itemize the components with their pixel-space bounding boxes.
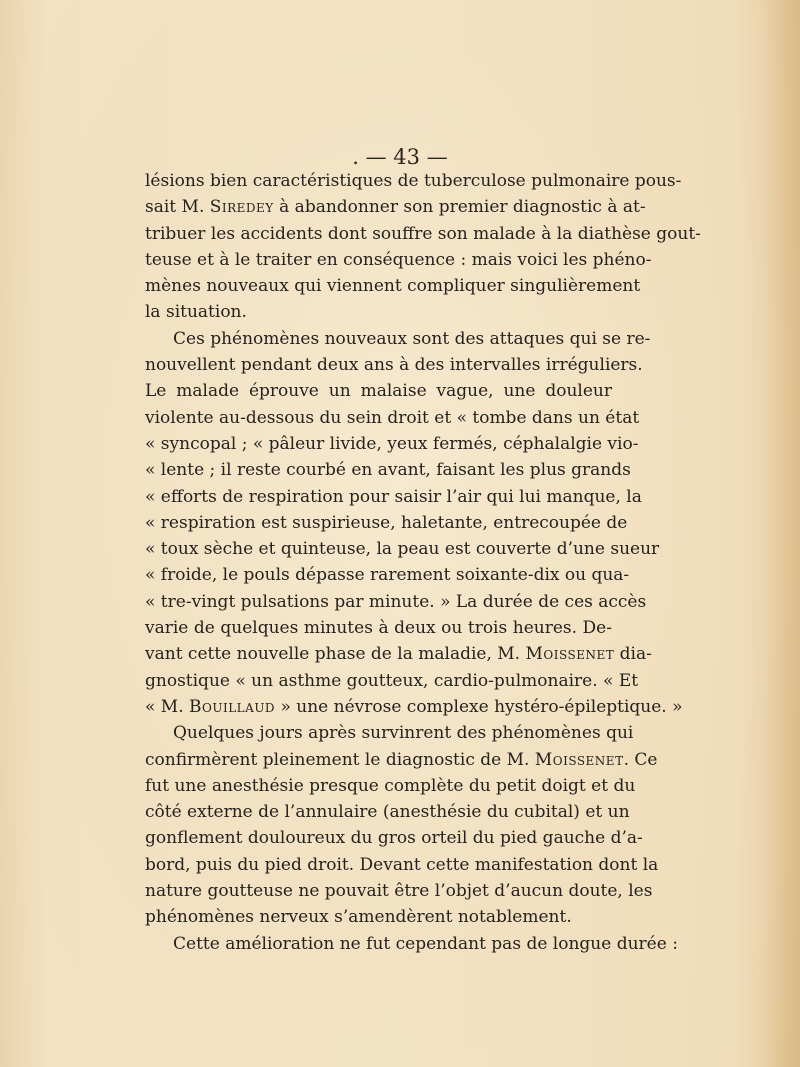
text-line: « froide, le pouls dépasse rarement soixante-dix ou qua- (145, 565, 630, 586)
text-line: Cette amélioration ne fut cependant pas de longue durée : (173, 933, 678, 954)
text-line: lésions bien caractéristiques de tuberculose pulmonaire pous- (145, 171, 682, 191)
person-name: Bouillaud (189, 696, 276, 717)
person-name: Moissenet (525, 644, 615, 665)
text-line: « toux sèche et quinteuse, la peau est couverte d’une sueur (145, 539, 660, 560)
person-name: Moissenet (534, 749, 624, 770)
text-line (145, 194, 646, 220)
text-line: phénomènes nerveux s’amendèrent notablement. (145, 907, 572, 928)
text-segment: dia- (614, 644, 652, 665)
text-line: « respiration est suspirieuse, haletante, entrecoupée de (145, 512, 628, 533)
text-segment: confirmèrent pleinement le diagnostic de M. (145, 749, 535, 770)
text-segment: . Ce (623, 749, 658, 770)
text-line: gonflement douloureux du gros orteil du pied gauche d’a- (145, 828, 643, 849)
text-line (145, 641, 652, 667)
text-segment: « M. (145, 696, 190, 717)
text-line: « lente ; il reste courbé en avant, faisant les plus grands (145, 460, 631, 481)
text-line: la situation. (145, 302, 247, 323)
text-line: Quelques jours après survinrent des phénomènes qui (173, 723, 634, 744)
text-segment: à abandonner son premier diagnostic à at- (273, 197, 646, 218)
body-text (145, 168, 701, 957)
text-line: « syncopal ; « pâleur livide, yeux fermés, céphalalgie vio- (145, 433, 639, 454)
page-number: . — 43 — (352, 145, 448, 169)
text-line: teuse et à le traiter en conséquence : mais voici les phéno- (145, 249, 652, 270)
text-segment: vant cette nouvelle phase de la maladie, M. (145, 644, 526, 665)
text-line: tribuer les accidents dont souffre son malade à la diathèse gout- (145, 223, 701, 244)
text-segment: » une névrose complexe hystéro-épileptique. » (275, 696, 683, 717)
text-line: varie de quelques minutes à deux ou trois heures. De- (145, 618, 612, 639)
text-line: côté externe de l’annulaire (anesthésie du cubital) et un (145, 802, 630, 823)
text-line: nature goutteuse ne pouvait être l’objet d’aucun doute, les (145, 881, 653, 902)
text-line (145, 694, 683, 720)
text-line: Ces phénomènes nouveaux sont des attaques qui se re- (173, 328, 651, 349)
text-line: violente au-dessous du sein droit et « tombe dans un état (145, 407, 640, 428)
text-line: gnostique « un asthme goutteux, cardio-pulmonaire. « Et (145, 670, 639, 691)
person-name: Siredey (209, 197, 274, 218)
text-line: Le malade éprouve un malaise vague, une douleur (145, 381, 612, 402)
text-line (145, 747, 658, 773)
text-segment: sait M. (145, 197, 210, 218)
text-line: bord, puis du pied droit. Devant cette manifestation dont la (145, 854, 659, 875)
text-line: « efforts de respiration pour saisir l’air qui lui manque, la (145, 486, 642, 507)
text-line: mènes nouveaux qui viennent compliquer singulièrement (145, 276, 641, 297)
text-line: « tre-vingt pulsations par minute. » La durée de ces accès (145, 591, 647, 612)
text-line: fut une anesthésie presque complète du petit doigt et du (145, 775, 636, 796)
text-line: nouvellent pendant deux ans à des intervalles irréguliers. (145, 355, 643, 376)
